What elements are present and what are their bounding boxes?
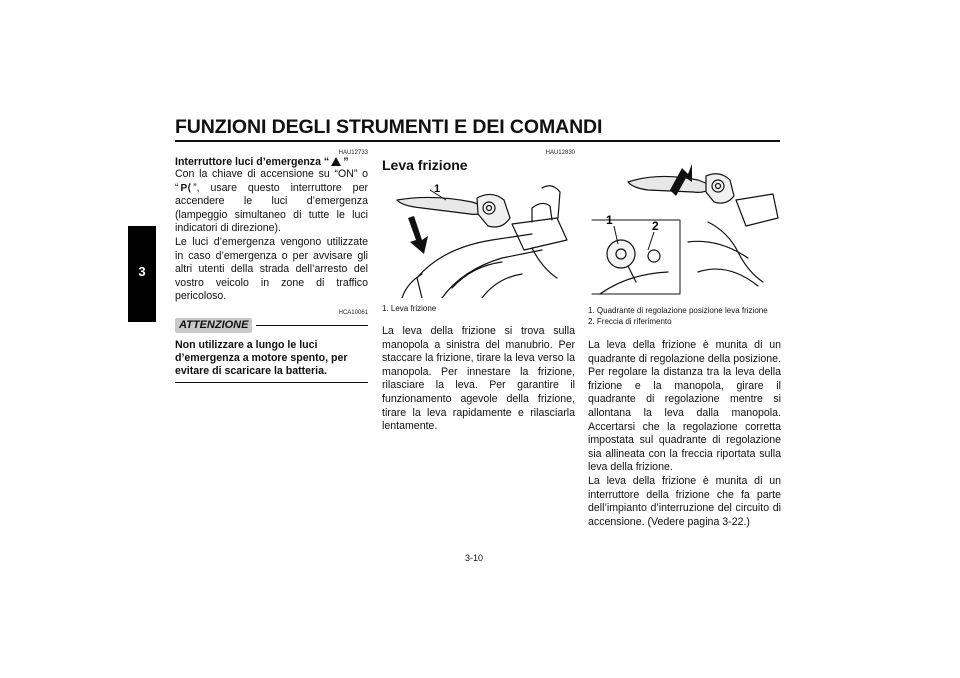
caption-1: 1. Quadrante di regolazione posizione leva frizione [588,306,768,315]
figure-label-2: 2 [652,219,659,233]
adjuster-figure-captions [588,306,781,327]
hazard-paragraph-2: Le luci d’emergenza vengono utilizzate in caso d’emergenza o per avvisare gli altri utenti della strada dell’arresto del vostro veicolo in zone di traffico pericoloso. [175,235,368,303]
section-heading-clutch: Leva frizione [382,157,468,173]
adjuster-paragraph-2: La leva della frizione è munita di un interruttore della frizione che fa parte dell’impianto d’interruzione del circuito di accensione. (Vedere pagina 3-22.) [588,474,781,528]
text: ”, usare questo interruttore per accendere le luci d’emergenza (lampeggio simultaneo di tutte le luci indicatori di direzione). [175,181,368,235]
text: Con la chiave di accensione su “ON” o “ [175,168,368,194]
warning-text: Non utilizzare a lungo le luci d’emergenza a motore spento, per evitare di scaricare la batteria. [175,338,348,378]
parking-symbol-icon: P⟨ [180,182,192,194]
warning-code: HCA10061 [338,309,368,316]
page-title: FUNZIONI DEGLI STRUMENTI E DEI COMANDI [175,116,603,138]
clutch-adjuster-illustration [588,162,781,298]
figure-label-1: 1 [606,213,613,227]
heading-text: Interruttore luci d’emergenza “ [175,156,330,168]
hazard-paragraph-1 [175,168,368,236]
page-number: 3-10 [465,553,484,563]
attention-rule [256,325,368,327]
heading-text-end: ” [343,156,349,168]
adjuster-paragraph-1: La leva della frizione è munita di un quadrante di regolazione della posizione. Per regolare la distanza tra la leva della frizione e la manopola, girare il quadrante di regolazione mentre si allontana la leva dalla manopola. Accertarsi che la regolazione corretta impostata sul quadrante di regolazione sia allineata con la freccia riportata sulla leva della frizione. [588,339,781,474]
section-heading-hazard [175,156,368,168]
hazard-triangle-icon [331,157,341,166]
warning-bottom-rule [175,382,368,384]
header-rule [175,140,780,142]
clutch-body: La leva della frizione si trova sulla manopola a sinistra del manubrio. Per staccare la frizione, tirare la leva verso la manopola. Per innestare la frizione, rilasciare la leva. Per garantire il funzionamento agevole della frizione, tirare la leva rapidamente e rilasciarla lentamente. [382,325,575,433]
pull-direction-arrow-icon [408,216,428,254]
left-column [175,150,368,383]
hazard-body [175,168,368,304]
adjuster-body [588,339,781,529]
clutch-lever-illustration [382,178,575,298]
attention-header [175,318,368,333]
caption-2: 2. Freccia di riferimento [588,316,672,326]
section-code: HAU12733 [338,150,368,156]
section-code: HAU12830 [545,150,575,156]
clutch-figure-caption: 1. Leva frizione [382,304,437,313]
middle-column [382,150,575,173]
chapter-number: 3 [138,264,146,279]
attention-badge: ATTENZIONE [175,318,252,333]
figure-label-1: 1 [434,183,441,195]
